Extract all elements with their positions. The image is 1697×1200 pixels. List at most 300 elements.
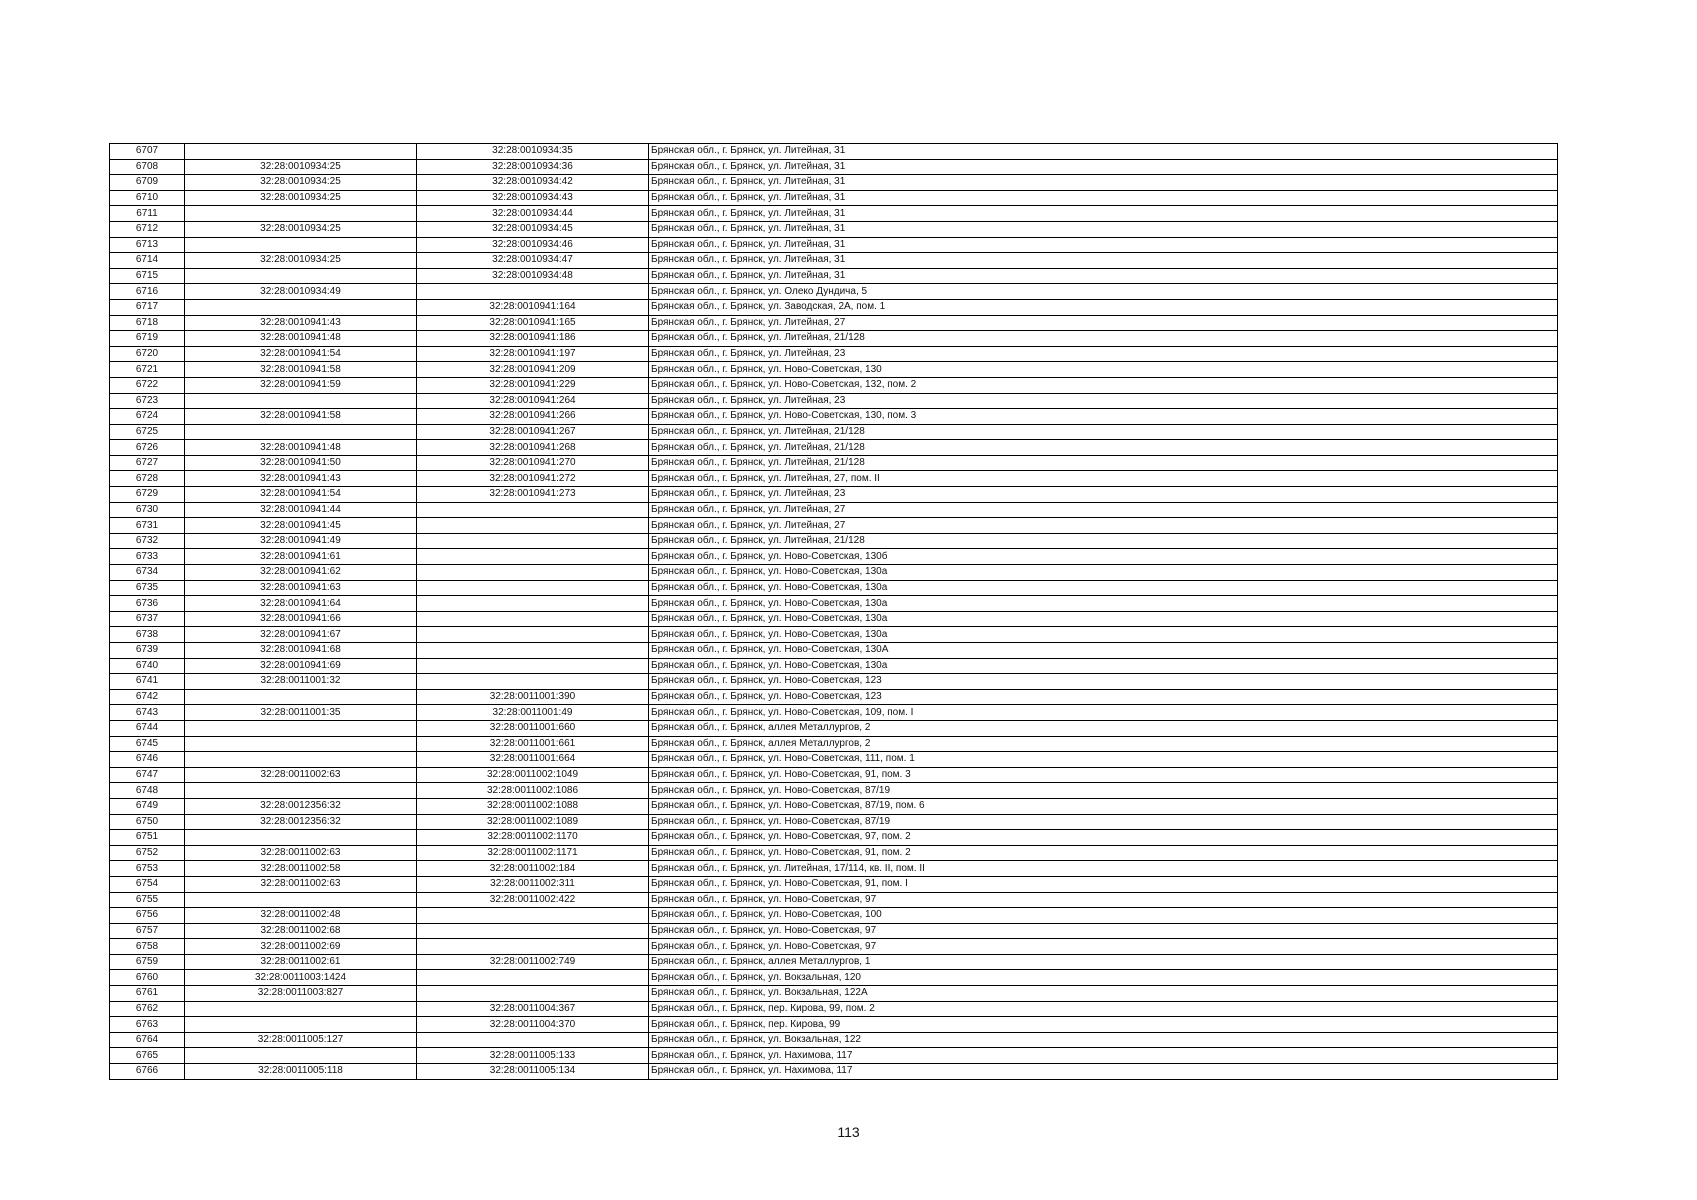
land-plot-cadastral-cell: 32:28:0010941:62 — [185, 565, 417, 581]
object-cadastral-cell — [417, 611, 649, 627]
land-plot-cadastral-cell: 32:28:0010941:59 — [185, 377, 417, 393]
land-plot-cadastral-cell: 32:28:0010941:67 — [185, 627, 417, 643]
object-cadastral-cell: 32:28:0011005:134 — [417, 1064, 649, 1080]
object-cadastral-cell: 32:28:0011001:390 — [417, 689, 649, 705]
land-plot-cadastral-cell — [185, 393, 417, 409]
address-cell: Брянская обл., г. Брянск, ул. Ново-Советская, 123 — [649, 674, 1558, 690]
table-row — [110, 705, 1558, 721]
row-number-cell: 6751 — [110, 830, 185, 846]
object-cadastral-cell — [417, 939, 649, 955]
table-row — [110, 221, 1558, 237]
land-plot-cadastral-cell: 32:28:0010941:48 — [185, 331, 417, 347]
address-cell: Брянская обл., г. Брянск, ул. Литейная, 21/128 — [649, 440, 1558, 456]
object-cadastral-cell: 32:28:0010941:229 — [417, 377, 649, 393]
address-cell: Брянская обл., г. Брянск, ул. Вокзальная, 122 — [649, 1032, 1558, 1048]
land-plot-cadastral-cell — [185, 752, 417, 768]
row-number-cell: 6718 — [110, 315, 185, 331]
table-row — [110, 455, 1558, 471]
address-cell: Брянская обл., г. Брянск, ул. Литейная, 21/128 — [649, 455, 1558, 471]
object-cadastral-cell — [417, 518, 649, 534]
address-cell: Брянская обл., г. Брянск, ул. Литейная, 23 — [649, 487, 1558, 503]
address-cell: Брянская обл., г. Брянск, ул. Литейная, 31 — [649, 237, 1558, 253]
address-cell: Брянская обл., г. Брянск, ул. Литейная, 31 — [649, 221, 1558, 237]
table-row — [110, 970, 1558, 986]
table-row — [110, 346, 1558, 362]
land-plot-cadastral-cell: 32:28:0010934:25 — [185, 253, 417, 269]
table-row — [110, 923, 1558, 939]
table-row — [110, 767, 1558, 783]
object-cadastral-cell: 32:28:0010941:267 — [417, 424, 649, 440]
object-cadastral-cell: 32:28:0010934:47 — [417, 253, 649, 269]
row-number-cell: 6761 — [110, 986, 185, 1002]
land-plot-cadastral-cell: 32:28:0011002:58 — [185, 861, 417, 877]
land-plot-cadastral-cell — [185, 689, 417, 705]
row-number-cell: 6758 — [110, 939, 185, 955]
address-cell: Брянская обл., г. Брянск, ул. Заводская, 2А, пом. 1 — [649, 299, 1558, 315]
land-plot-cadastral-cell: 32:28:0010941:64 — [185, 596, 417, 612]
address-cell: Брянская обл., г. Брянск, ул. Литейная, 27, пом. II — [649, 471, 1558, 487]
address-cell: Брянская обл., г. Брянск, ул. Литейная, 31 — [649, 159, 1558, 175]
table-row — [110, 409, 1558, 425]
object-cadastral-cell — [417, 284, 649, 300]
row-number-cell: 6717 — [110, 299, 185, 315]
row-number-cell: 6747 — [110, 767, 185, 783]
land-plot-cadastral-cell: 32:28:0010941:61 — [185, 549, 417, 565]
address-cell: Брянская обл., г. Брянск, ул. Литейная, 31 — [649, 190, 1558, 206]
address-cell: Брянская обл., г. Брянск, ул. Ново-Советская, 130б — [649, 549, 1558, 565]
object-cadastral-cell — [417, 596, 649, 612]
table-row — [110, 268, 1558, 284]
row-number-cell: 6735 — [110, 580, 185, 596]
row-number-cell: 6722 — [110, 377, 185, 393]
object-cadastral-cell: 32:28:0010934:36 — [417, 159, 649, 175]
object-cadastral-cell: 32:28:0011002:1086 — [417, 783, 649, 799]
table-row — [110, 861, 1558, 877]
row-number-cell: 6766 — [110, 1064, 185, 1080]
object-cadastral-cell: 32:28:0010934:43 — [417, 190, 649, 206]
address-cell: Брянская обл., г. Брянск, ул. Литейная, 31 — [649, 268, 1558, 284]
row-number-cell: 6756 — [110, 908, 185, 924]
row-number-cell: 6752 — [110, 845, 185, 861]
land-plot-cadastral-cell: 32:28:0011002:69 — [185, 939, 417, 955]
address-cell: Брянская обл., г. Брянск, ул. Ново-Советская, 130а — [649, 611, 1558, 627]
row-number-cell: 6754 — [110, 876, 185, 892]
land-plot-cadastral-cell — [185, 783, 417, 799]
row-number-cell: 6724 — [110, 409, 185, 425]
table-row — [110, 190, 1558, 206]
object-cadastral-cell — [417, 549, 649, 565]
address-cell: Брянская обл., г. Брянск, ул. Ново-Советская, 97, пом. 2 — [649, 830, 1558, 846]
table-row — [110, 845, 1558, 861]
land-plot-cadastral-cell: 32:28:0010941:54 — [185, 487, 417, 503]
object-cadastral-cell: 32:28:0010934:35 — [417, 144, 649, 160]
table-row — [110, 1001, 1558, 1017]
table-row — [110, 393, 1558, 409]
object-cadastral-cell — [417, 580, 649, 596]
land-plot-cadastral-cell: 32:28:0010934:25 — [185, 159, 417, 175]
land-plot-cadastral-cell: 32:28:0011003:827 — [185, 986, 417, 1002]
table-row — [110, 1048, 1558, 1064]
table-row — [110, 424, 1558, 440]
row-number-cell: 6759 — [110, 954, 185, 970]
row-number-cell: 6738 — [110, 627, 185, 643]
object-cadastral-cell: 32:28:0010934:42 — [417, 175, 649, 191]
table-row — [110, 627, 1558, 643]
object-cadastral-cell — [417, 643, 649, 659]
object-cadastral-cell: 32:28:0010934:45 — [417, 221, 649, 237]
table-row — [110, 284, 1558, 300]
row-number-cell: 6745 — [110, 736, 185, 752]
address-cell: Брянская обл., г. Брянск, ул. Литейная, 17/114, кв. II, пом. II — [649, 861, 1558, 877]
row-number-cell: 6760 — [110, 970, 185, 986]
object-cadastral-cell: 32:28:0011004:370 — [417, 1017, 649, 1033]
row-number-cell: 6710 — [110, 190, 185, 206]
object-cadastral-cell — [417, 1032, 649, 1048]
land-plot-cadastral-cell — [185, 720, 417, 736]
row-number-cell: 6729 — [110, 487, 185, 503]
address-cell: Брянская обл., г. Брянск, ул. Литейная, 21/128 — [649, 424, 1558, 440]
land-plot-cadastral-cell: 32:28:0010934:25 — [185, 221, 417, 237]
address-cell: Брянская обл., г. Брянск, аллея Металлургов, 1 — [649, 954, 1558, 970]
table-row — [110, 643, 1558, 659]
land-plot-cadastral-cell: 32:28:0010941:43 — [185, 315, 417, 331]
row-number-cell: 6750 — [110, 814, 185, 830]
table-row — [110, 159, 1558, 175]
address-cell: Брянская обл., г. Брянск, ул. Ново-Советская, 130а — [649, 627, 1558, 643]
address-cell: Брянская обл., г. Брянск, ул. Ново-Советская, 97 — [649, 939, 1558, 955]
object-cadastral-cell: 32:28:0010941:273 — [417, 487, 649, 503]
table-row — [110, 596, 1558, 612]
table-row — [110, 1017, 1558, 1033]
table-row — [110, 487, 1558, 503]
land-plot-cadastral-cell: 32:28:0010941:69 — [185, 658, 417, 674]
table-row — [110, 674, 1558, 690]
land-plot-cadastral-cell — [185, 424, 417, 440]
land-plot-cadastral-cell: 32:28:0011005:118 — [185, 1064, 417, 1080]
land-plot-cadastral-cell: 32:28:0010941:44 — [185, 502, 417, 518]
address-cell: Брянская обл., г. Брянск, ул. Вокзальная, 120 — [649, 970, 1558, 986]
row-number-cell: 6709 — [110, 175, 185, 191]
object-cadastral-cell: 32:28:0010941:268 — [417, 440, 649, 456]
row-number-cell: 6712 — [110, 221, 185, 237]
table-row — [110, 892, 1558, 908]
table-row — [110, 144, 1558, 160]
address-cell: Брянская обл., г. Брянск, ул. Олеко Дундича, 5 — [649, 284, 1558, 300]
land-plot-cadastral-cell — [185, 1048, 417, 1064]
address-cell: Брянская обл., г. Брянск, ул. Литейная, 23 — [649, 346, 1558, 362]
table-row — [110, 876, 1558, 892]
row-number-cell: 6730 — [110, 502, 185, 518]
address-cell: Брянская обл., г. Брянск, ул. Ново-Советская, 123 — [649, 689, 1558, 705]
land-plot-cadastral-cell: 32:28:0012356:32 — [185, 798, 417, 814]
table-row — [110, 580, 1558, 596]
land-plot-cadastral-cell: 32:28:0011005:127 — [185, 1032, 417, 1048]
address-cell: Брянская обл., г. Брянск, ул. Вокзальная, 122А — [649, 986, 1558, 1002]
row-number-cell: 6753 — [110, 861, 185, 877]
land-plot-cadastral-cell: 32:28:0010941:43 — [185, 471, 417, 487]
table-row — [110, 658, 1558, 674]
row-number-cell: 6742 — [110, 689, 185, 705]
table-row — [110, 253, 1558, 269]
table-row — [110, 315, 1558, 331]
address-cell: Брянская обл., г. Брянск, ул. Ново-Советская, 91, пом. 2 — [649, 845, 1558, 861]
land-plot-cadastral-cell: 32:28:0012356:32 — [185, 814, 417, 830]
row-number-cell: 6748 — [110, 783, 185, 799]
object-cadastral-cell: 32:28:0010941:272 — [417, 471, 649, 487]
land-plot-cadastral-cell: 32:28:0011002:68 — [185, 923, 417, 939]
object-cadastral-cell: 32:28:0011002:749 — [417, 954, 649, 970]
row-number-cell: 6723 — [110, 393, 185, 409]
row-number-cell: 6711 — [110, 206, 185, 222]
row-number-cell: 6714 — [110, 253, 185, 269]
object-cadastral-cell: 32:28:0010941:186 — [417, 331, 649, 347]
object-cadastral-cell — [417, 565, 649, 581]
address-cell: Брянская обл., г. Брянск, пер. Кирова, 99 — [649, 1017, 1558, 1033]
row-number-cell: 6757 — [110, 923, 185, 939]
table-row — [110, 533, 1558, 549]
object-cadastral-cell — [417, 908, 649, 924]
land-plot-cadastral-cell: 32:28:0011002:63 — [185, 767, 417, 783]
row-number-cell: 6736 — [110, 596, 185, 612]
address-cell: Брянская обл., г. Брянск, ул. Ново-Советская, 130а — [649, 658, 1558, 674]
table-row — [110, 362, 1558, 378]
row-number-cell: 6734 — [110, 565, 185, 581]
table-row — [110, 720, 1558, 736]
row-number-cell: 6725 — [110, 424, 185, 440]
address-cell: Брянская обл., г. Брянск, ул. Ново-Советская, 100 — [649, 908, 1558, 924]
object-cadastral-cell: 32:28:0010941:209 — [417, 362, 649, 378]
table-row — [110, 549, 1558, 565]
object-cadastral-cell: 32:28:0011002:184 — [417, 861, 649, 877]
table-row — [110, 783, 1558, 799]
land-plot-cadastral-cell — [185, 268, 417, 284]
table-row — [110, 299, 1558, 315]
row-number-cell: 6726 — [110, 440, 185, 456]
land-plot-cadastral-cell: 32:28:0010934:49 — [185, 284, 417, 300]
table-row — [110, 908, 1558, 924]
object-cadastral-cell: 32:28:0010941:270 — [417, 455, 649, 471]
row-number-cell: 6707 — [110, 144, 185, 160]
land-plot-cadastral-cell — [185, 237, 417, 253]
object-cadastral-cell: 32:28:0010934:44 — [417, 206, 649, 222]
object-cadastral-cell: 32:28:0011002:311 — [417, 876, 649, 892]
address-cell: Брянская обл., г. Брянск, ул. Ново-Советская, 97 — [649, 892, 1558, 908]
table-row — [110, 471, 1558, 487]
object-cadastral-cell: 32:28:0011001:660 — [417, 720, 649, 736]
land-plot-cadastral-cell: 32:28:0011002:63 — [185, 876, 417, 892]
address-cell: Брянская обл., г. Брянск, ул. Литейная, 31 — [649, 253, 1558, 269]
address-cell: Брянская обл., г. Брянск, ул. Ново-Советская, 130а — [649, 596, 1558, 612]
land-plot-cadastral-cell: 32:28:0011001:35 — [185, 705, 417, 721]
row-number-cell: 6762 — [110, 1001, 185, 1017]
address-cell: Брянская обл., г. Брянск, ул. Ново-Советская, 132, пом. 2 — [649, 377, 1558, 393]
address-cell: Брянская обл., г. Брянск, аллея Металлургов, 2 — [649, 736, 1558, 752]
land-plot-cadastral-cell: 32:28:0010941:50 — [185, 455, 417, 471]
row-number-cell: 6721 — [110, 362, 185, 378]
land-plot-cadastral-cell — [185, 892, 417, 908]
object-cadastral-cell — [417, 658, 649, 674]
row-number-cell: 6728 — [110, 471, 185, 487]
land-plot-cadastral-cell — [185, 144, 417, 160]
object-cadastral-cell: 32:28:0010941:197 — [417, 346, 649, 362]
land-plot-cadastral-cell — [185, 736, 417, 752]
address-cell: Брянская обл., г. Брянск, аллея Металлургов, 2 — [649, 720, 1558, 736]
address-cell: Брянская обл., г. Брянск, ул. Литейная, 23 — [649, 393, 1558, 409]
land-plot-cadastral-cell: 32:28:0010941:58 — [185, 362, 417, 378]
address-cell: Брянская обл., г. Брянск, ул. Ново-Советская, 111, пом. 1 — [649, 752, 1558, 768]
object-cadastral-cell: 32:28:0010941:165 — [417, 315, 649, 331]
address-cell: Брянская обл., г. Брянск, ул. Ново-Советская, 130 — [649, 362, 1558, 378]
row-number-cell: 6715 — [110, 268, 185, 284]
object-cadastral-cell: 32:28:0011001:661 — [417, 736, 649, 752]
table-row — [110, 986, 1558, 1002]
row-number-cell: 6733 — [110, 549, 185, 565]
address-cell: Брянская обл., г. Брянск, ул. Ново-Советская, 91, пом. 3 — [649, 767, 1558, 783]
land-plot-cadastral-cell: 32:28:0010941:66 — [185, 611, 417, 627]
object-cadastral-cell: 32:28:0011002:1088 — [417, 798, 649, 814]
address-cell: Брянская обл., г. Брянск, ул. Литейная, 31 — [649, 206, 1558, 222]
object-cadastral-cell: 32:28:0011002:1089 — [417, 814, 649, 830]
table-row — [110, 798, 1558, 814]
object-cadastral-cell — [417, 533, 649, 549]
row-number-cell: 6737 — [110, 611, 185, 627]
land-plot-cadastral-cell — [185, 299, 417, 315]
table-row — [110, 814, 1558, 830]
object-cadastral-cell: 32:28:0010934:46 — [417, 237, 649, 253]
address-cell: Брянская обл., г. Брянск, ул. Ново-Советская, 130а — [649, 580, 1558, 596]
object-cadastral-cell: 32:28:0011005:133 — [417, 1048, 649, 1064]
address-cell: Брянская обл., г. Брянск, ул. Нахимова, 117 — [649, 1064, 1558, 1080]
land-plot-cadastral-cell: 32:28:0010941:54 — [185, 346, 417, 362]
table-row — [110, 518, 1558, 534]
address-cell: Брянская обл., г. Брянск, пер. Кирова, 99, пом. 2 — [649, 1001, 1558, 1017]
object-cadastral-cell: 32:28:0010941:266 — [417, 409, 649, 425]
address-cell: Брянская обл., г. Брянск, ул. Литейная, 21/128 — [649, 533, 1558, 549]
row-number-cell: 6727 — [110, 455, 185, 471]
row-number-cell: 6719 — [110, 331, 185, 347]
table-row — [110, 1032, 1558, 1048]
row-number-cell: 6763 — [110, 1017, 185, 1033]
page-number: 113 — [837, 1124, 860, 1140]
object-cadastral-cell: 32:28:0011004:367 — [417, 1001, 649, 1017]
row-number-cell: 6713 — [110, 237, 185, 253]
land-plot-cadastral-cell: 32:28:0010941:63 — [185, 580, 417, 596]
address-cell: Брянская обл., г. Брянск, ул. Ново-Советская, 130А — [649, 643, 1558, 659]
table-row — [110, 689, 1558, 705]
table-row — [110, 954, 1558, 970]
table-row — [110, 206, 1558, 222]
object-cadastral-cell — [417, 970, 649, 986]
row-number-cell: 6743 — [110, 705, 185, 721]
table-row — [110, 1064, 1558, 1080]
address-cell: Брянская обл., г. Брянск, ул. Ново-Советская, 130а — [649, 565, 1558, 581]
land-plot-cadastral-cell: 32:28:0010941:49 — [185, 533, 417, 549]
address-cell: Брянская обл., г. Брянск, ул. Литейная, 21/128 — [649, 331, 1558, 347]
address-cell: Брянская обл., г. Брянск, ул. Литейная, 27 — [649, 502, 1558, 518]
row-number-cell: 6765 — [110, 1048, 185, 1064]
address-cell: Брянская обл., г. Брянск, ул. Ново-Советская, 87/19 — [649, 814, 1558, 830]
address-cell: Брянская обл., г. Брянск, ул. Ново-Советская, 130, пом. 3 — [649, 409, 1558, 425]
row-number-cell: 6731 — [110, 518, 185, 534]
land-plot-cadastral-cell: 32:28:0011003:1424 — [185, 970, 417, 986]
address-cell: Брянская обл., г. Брянск, ул. Ново-Советская, 91, пом. I — [649, 876, 1558, 892]
row-number-cell: 6744 — [110, 720, 185, 736]
row-number-cell: 6708 — [110, 159, 185, 175]
land-plot-cadastral-cell: 32:28:0011001:32 — [185, 674, 417, 690]
table-row — [110, 565, 1558, 581]
object-cadastral-cell: 32:28:0010934:48 — [417, 268, 649, 284]
table-row — [110, 331, 1558, 347]
row-number-cell: 6749 — [110, 798, 185, 814]
address-cell: Брянская обл., г. Брянск, ул. Ново-Советская, 97 — [649, 923, 1558, 939]
land-plot-cadastral-cell: 32:28:0011002:48 — [185, 908, 417, 924]
address-cell: Брянская обл., г. Брянск, ул. Нахимова, 117 — [649, 1048, 1558, 1064]
table-row — [110, 611, 1558, 627]
object-cadastral-cell — [417, 986, 649, 1002]
registry-table — [109, 143, 1558, 1080]
row-number-cell: 6755 — [110, 892, 185, 908]
land-plot-cadastral-cell — [185, 830, 417, 846]
address-cell: Брянская обл., г. Брянск, ул. Ново-Советская, 109, пом. I — [649, 705, 1558, 721]
land-plot-cadastral-cell: 32:28:0010934:25 — [185, 190, 417, 206]
row-number-cell: 6764 — [110, 1032, 185, 1048]
table-row — [110, 237, 1558, 253]
address-cell: Брянская обл., г. Брянск, ул. Ново-Советская, 87/19, пом. 6 — [649, 798, 1558, 814]
row-number-cell: 6720 — [110, 346, 185, 362]
land-plot-cadastral-cell: 32:28:0010941:48 — [185, 440, 417, 456]
land-plot-cadastral-cell — [185, 206, 417, 222]
object-cadastral-cell — [417, 923, 649, 939]
object-cadastral-cell: 32:28:0011001:664 — [417, 752, 649, 768]
table-row — [110, 939, 1558, 955]
object-cadastral-cell: 32:28:0010941:164 — [417, 299, 649, 315]
address-cell: Брянская обл., г. Брянск, ул. Литейная, 27 — [649, 518, 1558, 534]
object-cadastral-cell: 32:28:0011002:1171 — [417, 845, 649, 861]
land-plot-cadastral-cell: 32:28:0010941:68 — [185, 643, 417, 659]
object-cadastral-cell: 32:28:0011002:1170 — [417, 830, 649, 846]
object-cadastral-cell: 32:28:0011001:49 — [417, 705, 649, 721]
object-cadastral-cell — [417, 502, 649, 518]
address-cell: Брянская обл., г. Брянск, ул. Литейная, 27 — [649, 315, 1558, 331]
land-plot-cadastral-cell: 32:28:0011002:63 — [185, 845, 417, 861]
land-plot-cadastral-cell: 32:28:0011002:61 — [185, 954, 417, 970]
address-cell: Брянская обл., г. Брянск, ул. Литейная, 31 — [649, 175, 1558, 191]
table-row — [110, 377, 1558, 393]
table-row — [110, 736, 1558, 752]
table-row — [110, 830, 1558, 846]
row-number-cell: 6740 — [110, 658, 185, 674]
table-row — [110, 175, 1558, 191]
land-plot-cadastral-cell: 32:28:0010934:25 — [185, 175, 417, 191]
registry-table-body — [110, 144, 1558, 1080]
row-number-cell: 6746 — [110, 752, 185, 768]
land-plot-cadastral-cell — [185, 1001, 417, 1017]
address-cell: Брянская обл., г. Брянск, ул. Литейная, 31 — [649, 144, 1558, 160]
table-row — [110, 440, 1558, 456]
object-cadastral-cell — [417, 627, 649, 643]
object-cadastral-cell: 32:28:0011002:422 — [417, 892, 649, 908]
land-plot-cadastral-cell: 32:28:0010941:58 — [185, 409, 417, 425]
table-row — [110, 502, 1558, 518]
land-plot-cadastral-cell: 32:28:0010941:45 — [185, 518, 417, 534]
table-row — [110, 752, 1558, 768]
row-number-cell: 6732 — [110, 533, 185, 549]
object-cadastral-cell — [417, 674, 649, 690]
object-cadastral-cell: 32:28:0010941:264 — [417, 393, 649, 409]
land-plot-cadastral-cell — [185, 1017, 417, 1033]
row-number-cell: 6739 — [110, 643, 185, 659]
row-number-cell: 6741 — [110, 674, 185, 690]
